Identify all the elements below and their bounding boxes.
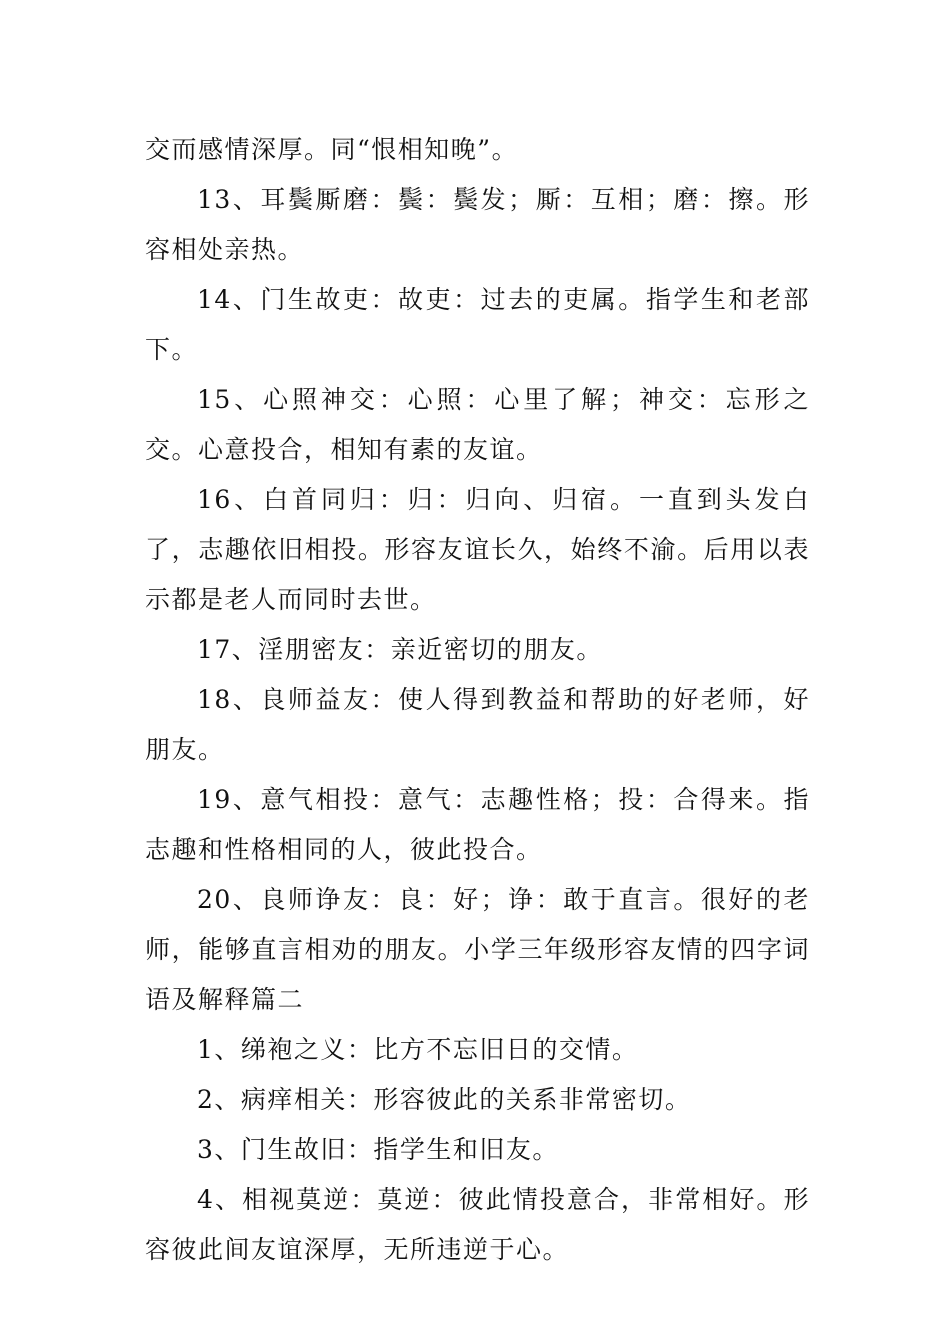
paragraph-item-20: 20、良师诤友：良：好；诤：敢于直言。很好的老师，能够直言相劝的朋友。小学三年级形容友情的四字词语及解释篇二 xyxy=(145,885,810,1014)
paragraph-item-18: 18、良师益友：使人得到教益和帮助的好老师，好朋友。 xyxy=(145,685,810,764)
paragraph-item-16: 16、白首同归：归：归向、归宿。一直到头发白了，志趣依旧相投。形容友谊长久，始终不渝。后用以表示都是老人而同时去世。 xyxy=(145,485,810,614)
paragraph-item-15: 15、心照神交：心照：心里了解；神交：忘形之交。心意投合，相知有素的友谊。 xyxy=(145,385,810,464)
paragraph-continuation: 交而感情深厚。同“恨相知晚”。 xyxy=(145,135,519,164)
paragraph-item-1: 1、绨袍之义：比方不忘旧日的交情。 xyxy=(197,1035,639,1064)
paragraph-item-2: 2、病痒相关：形容彼此的关系非常密切。 xyxy=(197,1085,692,1114)
paragraph-item-19: 19、意气相投：意气：志趣性格；投：合得来。指志趣和性格相同的人，彼此投合。 xyxy=(145,785,810,864)
paragraph-item-14: 14、门生故吏：故吏：过去的吏属。指学生和老部下。 xyxy=(145,285,810,364)
paragraph-item-4: 4、相视莫逆：莫逆：彼此情投意合，非常相好。形容彼此间友谊深厚，无所违逆于心。 xyxy=(145,1185,810,1264)
paragraph-item-13: 13、耳鬓厮磨：鬓：鬓发；厮：互相；磨：擦。形容相处亲热。 xyxy=(145,185,810,264)
paragraph-item-17: 17、淫朋密友：亲近密切的朋友。 xyxy=(197,635,603,664)
paragraph-item-3: 3、门生故旧：指学生和旧友。 xyxy=(197,1135,559,1164)
document-body xyxy=(145,125,810,1275)
